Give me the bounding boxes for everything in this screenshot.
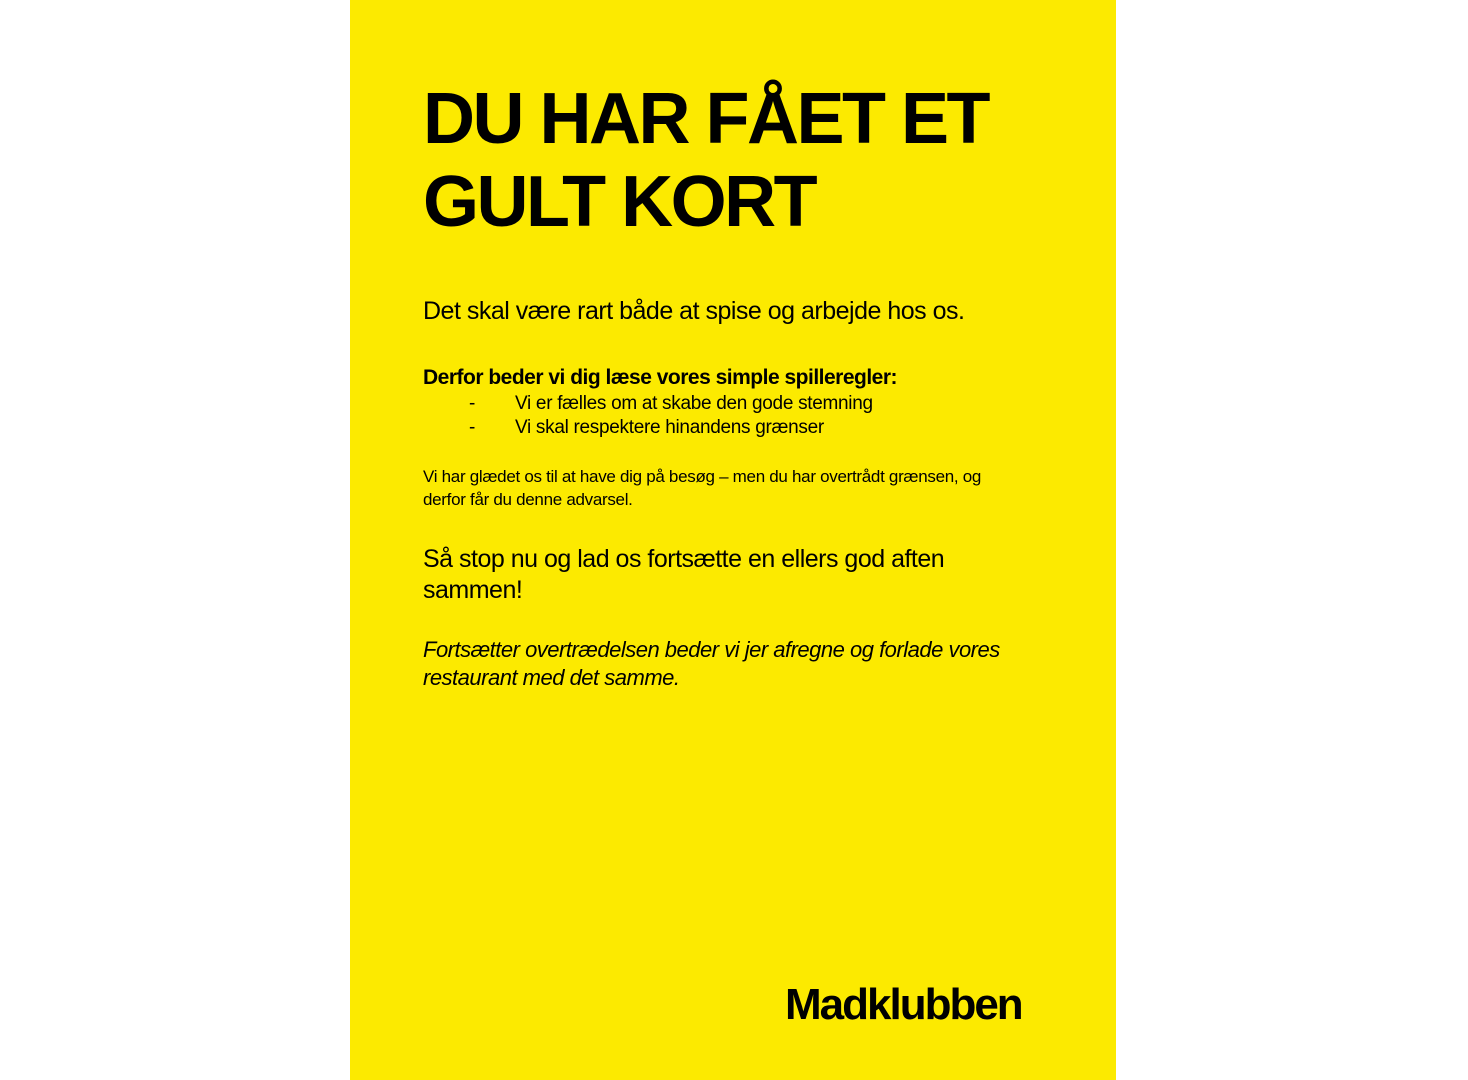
intro-text: Det skal være rart både at spise og arbejde hos os. xyxy=(423,297,965,325)
consequence-text: Fortsætter overtrædelsen beder vi jer afregne og forlade vores restaurant med det samme. xyxy=(423,637,1000,690)
yellow-card xyxy=(350,0,1116,1080)
headline: DU HAR FÅET ET GULT KORT xyxy=(423,79,988,242)
rule-text: Vi skal respektere hinandens grænser xyxy=(515,417,824,438)
rule-bullet: - xyxy=(469,417,476,438)
warning-text: Vi har glædet os til at have dig på besøg – men du har overtrådt grænsen, og derfor får du denne advarsel. xyxy=(423,467,982,509)
rules-list xyxy=(423,392,1003,440)
stop-text: Så stop nu og lad os fortsætte en ellers god aften sammen! xyxy=(423,545,945,604)
madklubben-logo: Madklubben xyxy=(785,980,1022,1029)
card-content xyxy=(423,78,1003,692)
rule-bullet: - xyxy=(469,393,476,414)
rules-heading: Derfor beder vi dig læse vores simple spilleregler: xyxy=(423,366,898,389)
rule-item xyxy=(423,392,1003,416)
rule-text: Vi er fælles om at skabe den gode stemning xyxy=(515,393,873,414)
rule-item xyxy=(423,416,1003,440)
